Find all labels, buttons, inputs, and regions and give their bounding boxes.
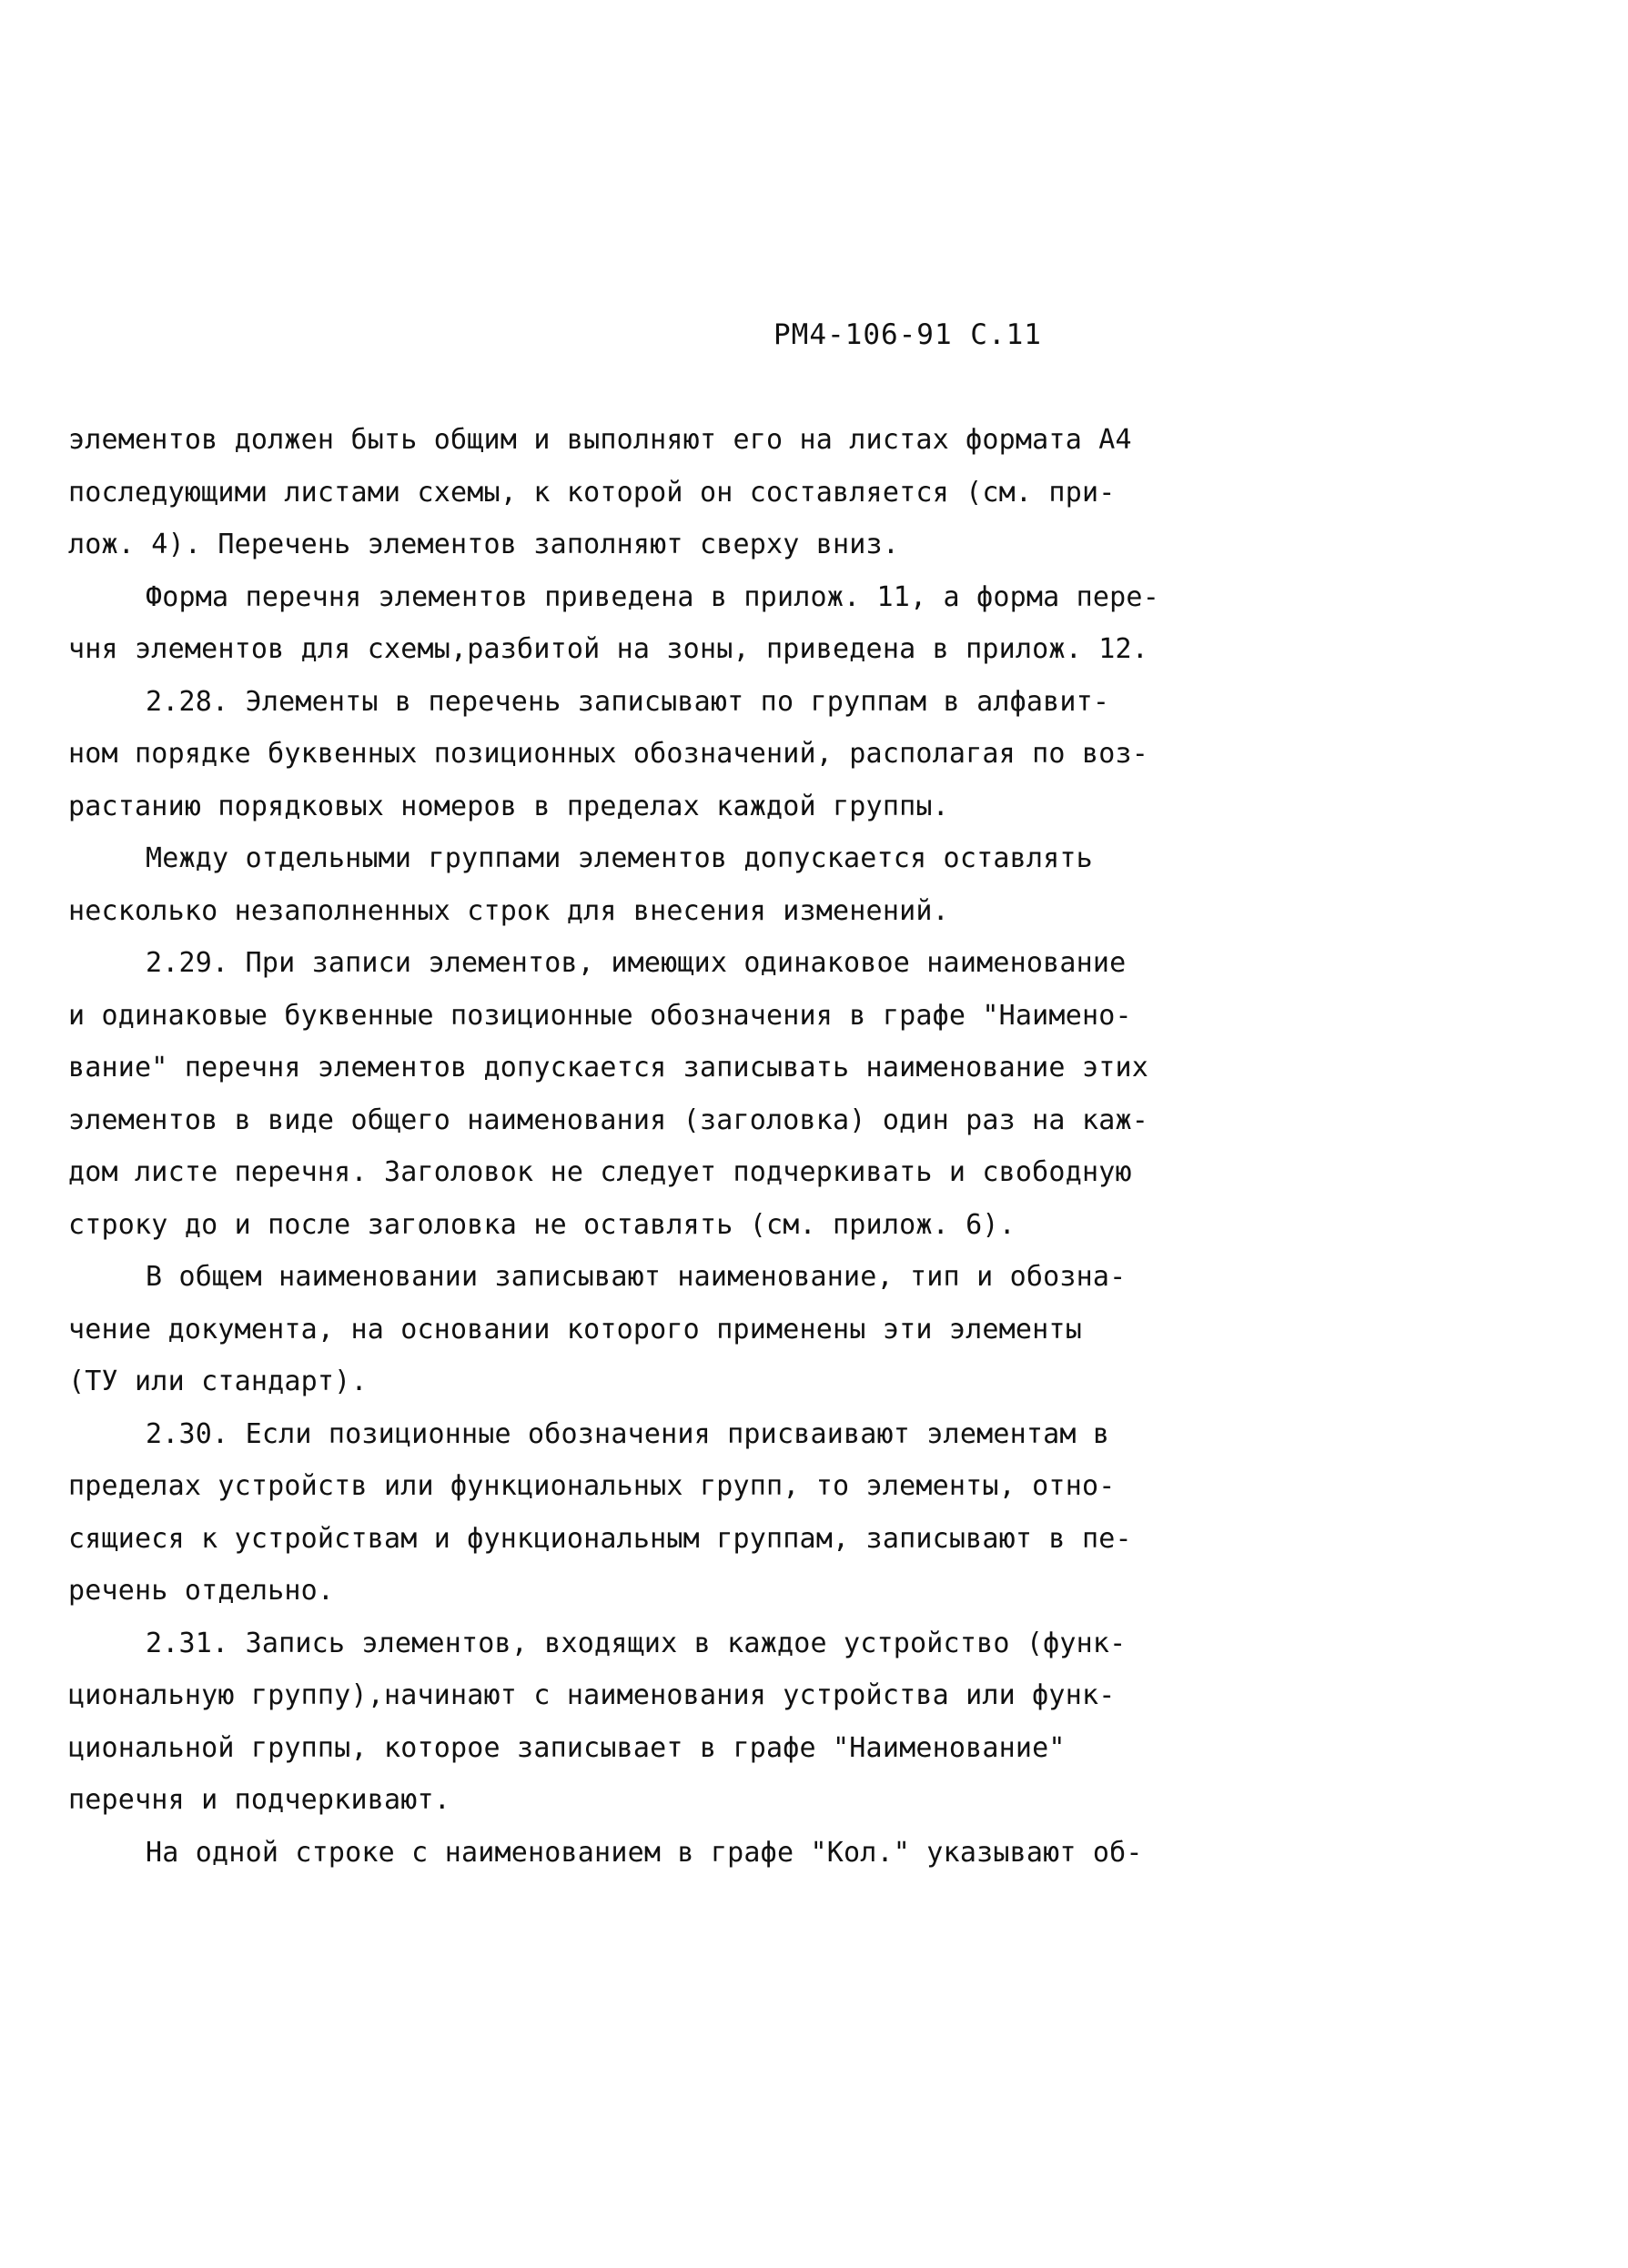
text-line: пределах устройств или функциональных групп, то элементы, отно- bbox=[68, 1470, 1116, 1502]
text-line: ном порядке буквенных позиционных обозначений, располагая по воз- bbox=[68, 738, 1148, 770]
text-line-indented: 2.31. Запись элементов, входящих в каждое устройство (функ- bbox=[146, 1628, 1127, 1659]
text-line: вание" перечня элементов допускается записывать наименование этих bbox=[68, 1052, 1148, 1084]
text-line: (ТУ или стандарт). bbox=[68, 1366, 368, 1397]
text-line-indented: 2.28. Элементы в перечень записывают по группам в алфавит- bbox=[146, 686, 1110, 718]
text-line: дом листе перечня. Заголовок не следует подчеркивать и свободную bbox=[68, 1156, 1132, 1188]
text-line: элементов должен быть общим и выполняют его на листах формата А4 bbox=[68, 424, 1132, 456]
text-line: речень отдельно. bbox=[68, 1575, 335, 1607]
text-line: перечня и подчеркивают. bbox=[68, 1784, 451, 1816]
text-line: строку до и после заголовка не оставлять (см. прилож. 6). bbox=[68, 1209, 1016, 1241]
text-line: чение документа, на основании которого применены эти элементы bbox=[68, 1314, 1082, 1346]
text-line-indented: Форма перечня элементов приведена в прилож. 11, а форма пере- bbox=[146, 581, 1159, 613]
text-line: сящиеся к устройствам и функциональным группам, записывают в пе- bbox=[68, 1523, 1132, 1555]
text-line: последующими листами схемы, к которой он составляется (см. при- bbox=[68, 477, 1116, 509]
text-line: элементов в виде общего наименования (заголовка) один раз на каж- bbox=[68, 1104, 1148, 1136]
text-line: циональной группы, которое записывает в графе "Наименование" bbox=[68, 1732, 1066, 1764]
text-line: несколько незаполненных строк для внесения изменений. bbox=[68, 895, 949, 927]
text-line-indented: В общем наименовании записывают наименование, тип и обозна- bbox=[146, 1261, 1127, 1293]
text-line: растанию порядковых номеров в пределах каждой группы. bbox=[68, 791, 949, 822]
text-line-indented: На одной строке с наименованием в графе "Кол." указывают об- bbox=[146, 1837, 1143, 1869]
text-line: лож. 4). Перечень элементов заполняют сверху вниз. bbox=[68, 529, 900, 560]
text-line: и одинаковые буквенные позиционные обозначения в графе "Наимено- bbox=[68, 1000, 1132, 1032]
text-line-indented: Между отдельными группами элементов допускается оставлять bbox=[146, 842, 1093, 874]
text-line: чня элементов для схемы,разбитой на зоны, приведена в прилож. 12. bbox=[68, 633, 1148, 665]
text-line-indented: 2.30. Если позиционные обозначения присваивают элементам в bbox=[146, 1418, 1110, 1450]
document-reference-header: РМ4-106-91 С.11 bbox=[774, 318, 1042, 351]
text-line: циональную группу),начинают с наименования устройства или функ- bbox=[68, 1679, 1116, 1711]
text-line-indented: 2.29. При записи элементов, имеющих одинаковое наименование bbox=[146, 947, 1127, 979]
